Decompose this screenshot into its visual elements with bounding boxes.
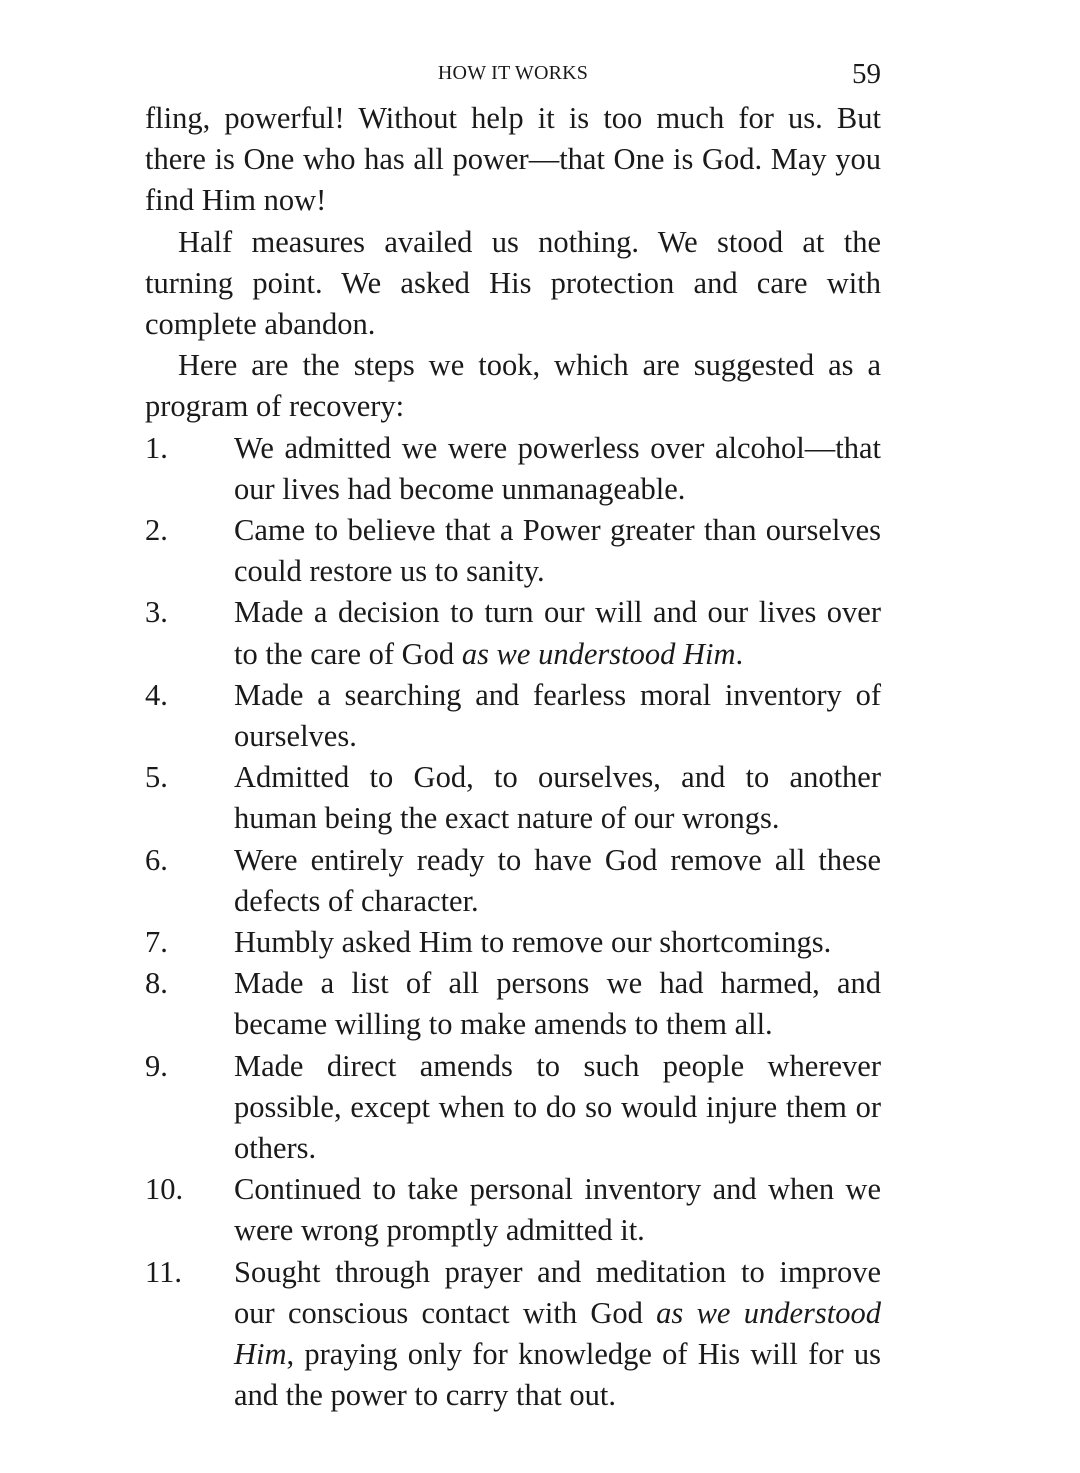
paragraph-steps-intro: Here are the steps we took, which are suggested as a program of recovery: [145, 348, 881, 424]
step-text [234, 510, 881, 592]
step-number: 7. [145, 925, 168, 960]
book-page [145, 58, 881, 1417]
step-text-run: . [735, 636, 744, 671]
step-text [234, 757, 881, 839]
step-number: 9. [145, 1048, 168, 1083]
step-item [145, 757, 881, 839]
step-text [234, 840, 881, 922]
step-item [145, 428, 881, 510]
step-number: 3. [145, 595, 168, 630]
step-text [234, 428, 881, 510]
step-text-run: Admitted to God, to ourselves, and to another human being the exact nature of our wrongs. [234, 760, 881, 836]
step-text [234, 675, 881, 757]
step-number: 1. [145, 430, 168, 465]
running-head [145, 58, 881, 98]
step-item [145, 592, 881, 674]
step-text [234, 1169, 881, 1251]
step-number: 5. [145, 760, 168, 795]
step-number: 4. [145, 677, 168, 712]
step-text [234, 1046, 881, 1170]
step-number: 11. [145, 1254, 182, 1289]
step-text-emphasis: as we understood Him [234, 1295, 881, 1372]
step-number: 10. [145, 1172, 184, 1207]
paragraph-half-measures: Half measures availed us nothing. We stood at the turning point. We asked His protection and care with complete abandon. [145, 224, 881, 342]
page-number: 59 [852, 58, 881, 90]
steps-list [145, 428, 881, 1417]
step-text-run: Made a list of all persons we had harmed, and became willing to make amends to them all. [234, 966, 881, 1042]
step-text-run: Came to believe that a Power greater than ourselves could restore us to sanity. [234, 513, 881, 589]
step-item [145, 963, 881, 1045]
step-number: 8. [145, 966, 168, 1001]
step-item [145, 1046, 881, 1170]
step-text-run: Made direct amends to such people wherever possible, except when to do so would injure them or others. [234, 1048, 881, 1166]
step-text [234, 1252, 881, 1417]
step-text-emphasis: as we understood Him [461, 636, 736, 671]
step-item [145, 1169, 881, 1251]
step-text [234, 963, 881, 1045]
step-text-run: Continued to take personal inventory and when we were wrong promptly admitted it. [234, 1172, 881, 1248]
step-text-run: Were entirely ready to have God remove all these defects of character. [234, 842, 881, 918]
paragraph-continuation: fling, powerful! Without help it is too much for us. But there is One who has all power—that One is God. May you find Him now! [145, 101, 881, 218]
step-text [234, 592, 881, 674]
step-text [234, 922, 881, 963]
step-item [145, 840, 881, 922]
step-text-run: Made a decision to turn our will and our lives over to the care of God [234, 595, 881, 671]
step-item [145, 675, 881, 757]
step-text-run: Made a searching and fearless moral inventory of ourselves. [234, 677, 881, 754]
step-text-run: Humbly asked Him to remove our shortcomings. [234, 925, 832, 960]
step-item [145, 510, 881, 592]
step-item [145, 922, 881, 963]
running-title: HOW IT WORKS [437, 62, 589, 84]
step-text-run: Sought through prayer and meditation to improve our conscious contact with God [234, 1254, 881, 1330]
step-text-run: , praying only for knowledge of His will for us and the power to carry that out. [234, 1337, 881, 1413]
step-item [145, 1252, 881, 1417]
step-number: 6. [145, 842, 168, 877]
step-number: 2. [145, 513, 168, 548]
step-text-run: We admitted we were powerless over alcohol—that our lives had become unmanageable. [234, 430, 881, 506]
